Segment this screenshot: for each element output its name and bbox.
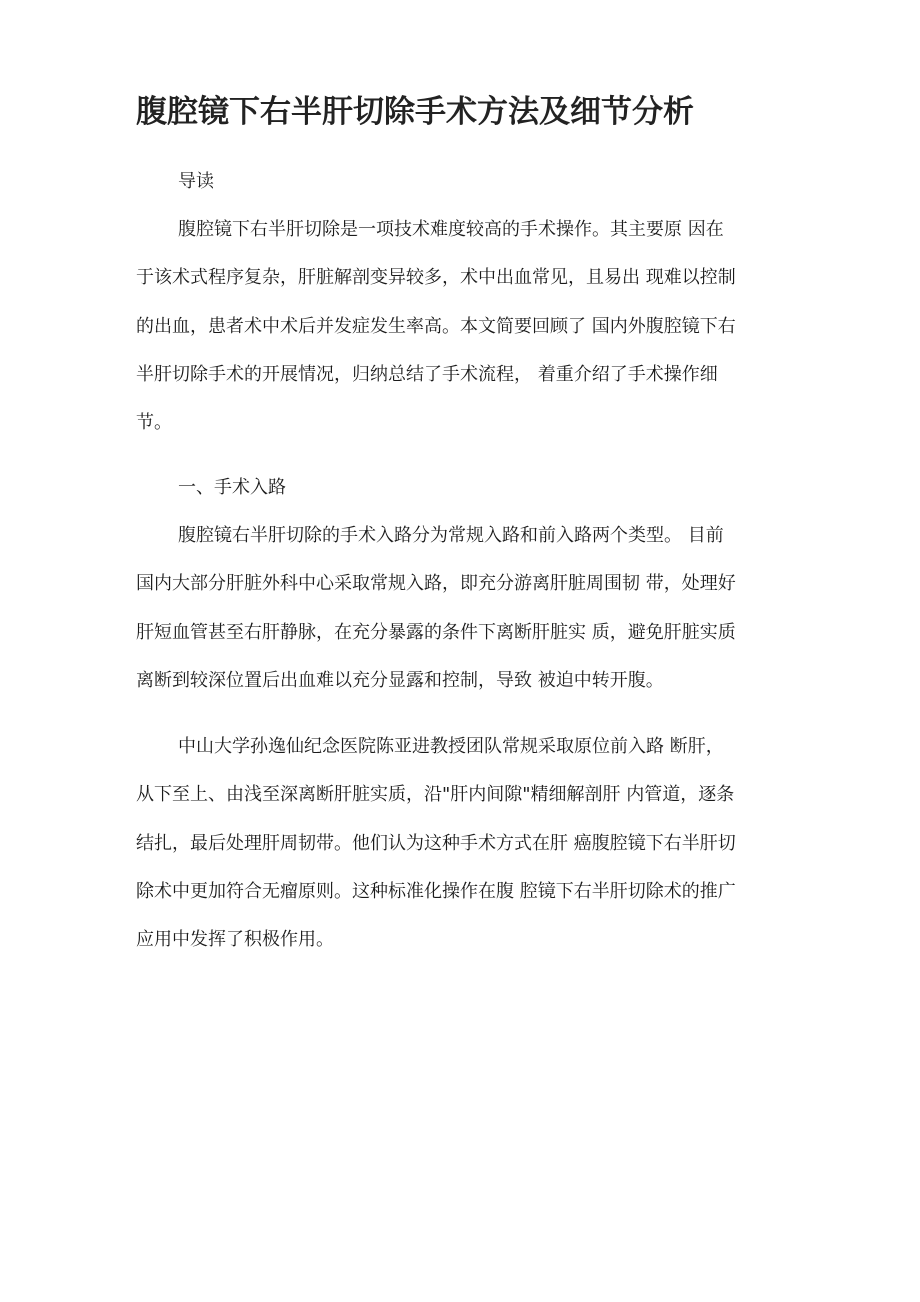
- intro-paragraph: [136, 215, 792, 456]
- paragraph-line: 国内大部分肝脏外科中心采取常规入路，即充分游离肝脏周围韧 带，处理好: [136, 573, 736, 595]
- paragraph-line: 于该术式程序复杂，肝脏解剖变异较多，术中出血常见，且易出 现难以控制: [136, 267, 736, 289]
- paragraph-line: 从下至上、由浅至深离断肝脏实质，沿"肝内间隙"精细解剖肝 内管道，逐条: [136, 784, 735, 806]
- paragraph-line: 的出血，患者术中术后并发症发生率高。本文简要回顾了 国内外腹腔镜下右: [136, 315, 736, 337]
- paragraph-line: 离断到较深位置后出血难以充分显露和控制，导致 被迫中转开腹。: [136, 669, 664, 691]
- section-heading: 一、手术入路: [178, 477, 286, 498]
- paragraph-line: 应用中发挥了积极作用。: [136, 929, 334, 951]
- paragraph-line: 半肝切除手术的开展情况，归纳总结了手术流程， 着重介绍了手术操作细: [136, 363, 718, 385]
- paragraph-line: 腹腔镜下右半肝切除是一项技术难度较高的手术操作。其主要原 因在: [178, 219, 724, 240]
- paragraph-line: 中山大学孙逸仙纪念医院陈亚进教授团队常规采取原位前入路 断肝，: [178, 736, 724, 757]
- paragraph-line: 肝短血管甚至右肝静脉，在充分暴露的条件下离断肝脏实 质，避免肝脏实质: [136, 621, 736, 643]
- paragraph-line: 节。: [136, 412, 172, 434]
- intro-heading: 导读: [178, 171, 214, 192]
- paragraph-line: 除术中更加符合无瘤原则。这种标准化操作在腹 腔镜下右半肝切除术的推广: [136, 880, 736, 902]
- section-paragraph: [136, 521, 792, 714]
- paragraph-line: 腹腔镜右半肝切除的手术入路分为常规入路和前入路两个类型。 目前: [178, 525, 724, 546]
- paragraph-line: 结扎，最后处理肝周韧带。他们认为这种手术方式在肝 癌腹腔镜下右半肝切: [136, 832, 736, 854]
- section-paragraph-2: [136, 732, 792, 973]
- document-title: 腹腔镜下右半肝切除手术方法及细节分析: [136, 94, 694, 130]
